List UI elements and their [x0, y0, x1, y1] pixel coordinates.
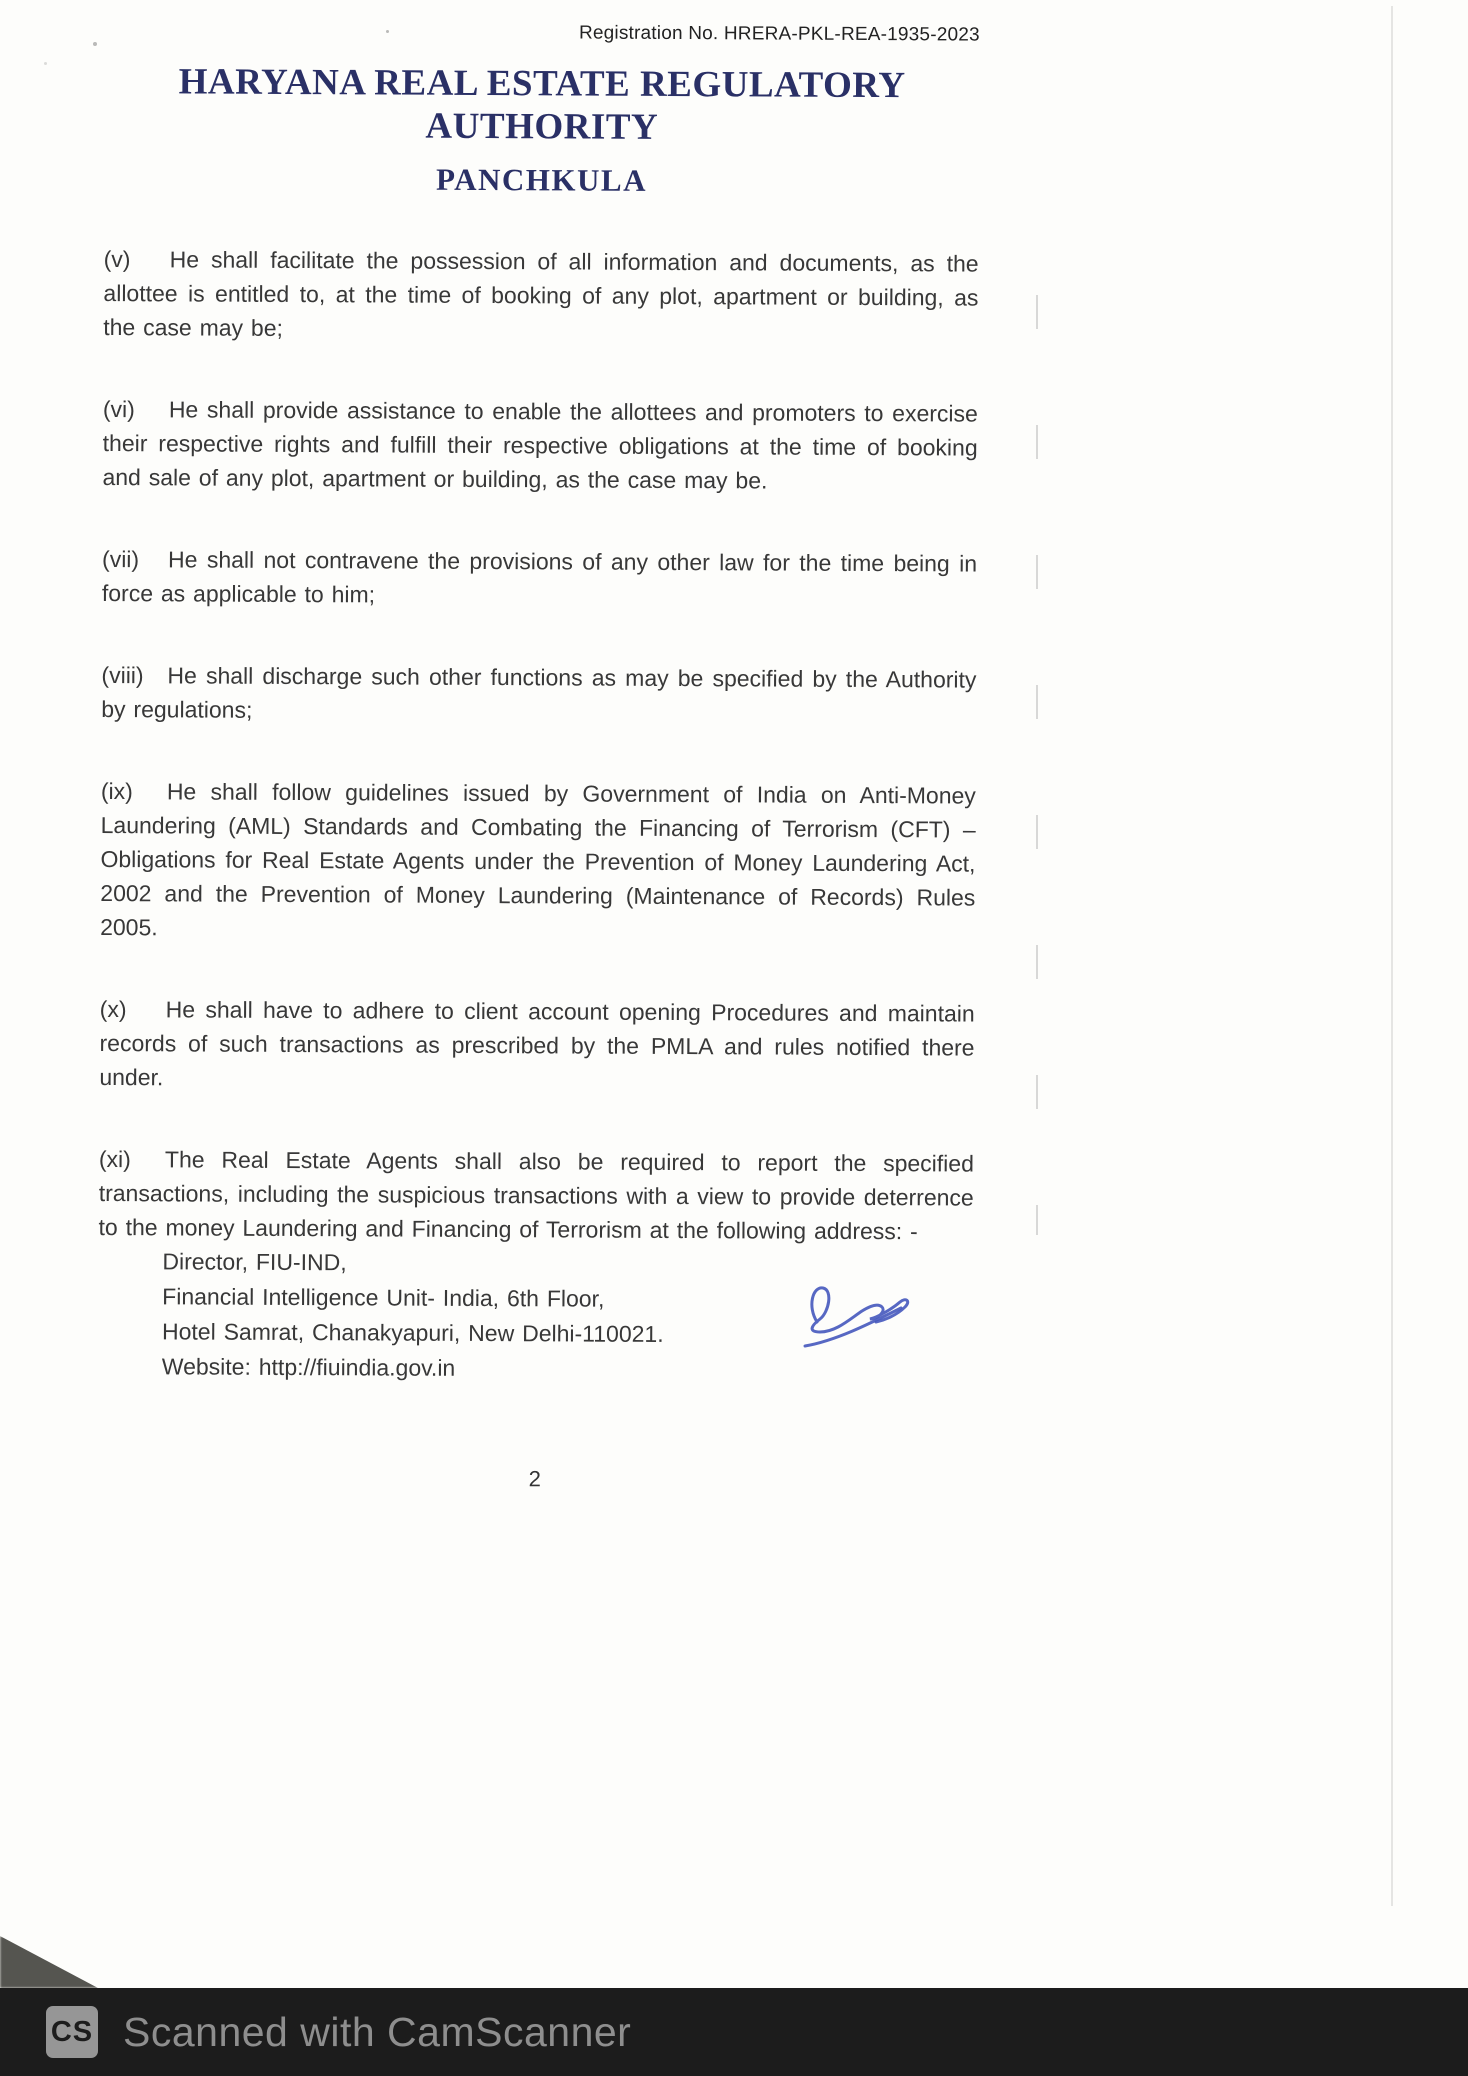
- authority-title: HARYANA REAL ESTATE REGULATORY AUTHORITY: [178, 61, 906, 148]
- clause-xi: [98, 1142, 974, 1249]
- clause-text: He shall have to adhere to client account opening Procedures and maintain records of such transactions as prescribed by the PMLA and rules notified there under.: [99, 996, 975, 1091]
- address-line website-url: Website: http://fiuindia.gov.in: [161, 1353, 456, 1381]
- scan-corner-shadow: [0, 1936, 98, 1988]
- camscanner-footer: [0, 1988, 1468, 2076]
- clause-text: He shall not contravene the provisions of any other law for the time being in force as applicable to him;: [101, 546, 978, 608]
- clause-text: He shall provide assistance to enable the allottees and promoters to exercise their respective rights and fulfill their respective obligations at the time of booking and sale of any plot, apartment or building, as the case may be.: [102, 396, 978, 494]
- clause-v: [103, 242, 979, 349]
- address-line: Hotel Samrat, Chanakyapuri, New Delhi-110021.: [161, 1318, 664, 1347]
- scan-fold-dashed-line: [1036, 295, 1038, 1235]
- registration-number: Registration No. HRERA-PKL-REA-1935-2023: [578, 22, 980, 46]
- clause-text: The Real Estate Agents shall also be required to report the specified transactions, including the suspicious transactions with a view to provide deterrence to the money Laundering and Financing of Terrorism at the following address: -: [98, 1146, 974, 1245]
- clause-number: (xi): [98, 1145, 131, 1173]
- clause-text: He shall follow guidelines issued by Government of India on Anti-Money Laundering (AML) Standards and Combating the Financing of Terrorism (CFT) – Obligations for Real Estate Agents under the Prevention of Money Laundering Act, 2002 and the Prevention of Money Laundering (Maintenance of Records) Rules 2005.: [100, 778, 976, 941]
- scan-speck: [44, 62, 47, 65]
- address-line: Director, FIU-IND,: [162, 1248, 347, 1276]
- document-content: [97, 0, 980, 1499]
- camscanner-logo-text: CS: [50, 2015, 94, 2048]
- clause-ix: [100, 774, 976, 949]
- clause-number: (vi): [102, 395, 135, 423]
- clause-viii: [101, 658, 976, 731]
- clause-vi: [102, 392, 978, 499]
- scan-page-edge-line: [1391, 6, 1393, 1906]
- clause-number: (vii): [102, 545, 140, 573]
- camscanner-watermark-label: Scanned with CamScanner: [123, 2008, 632, 2055]
- clause-number: (ix): [100, 777, 133, 805]
- clause-text: He shall facilitate the possession of all information and documents, as the allottee is entitled to, at the time of booking of any plot, apartment or building, as the case may be;: [103, 246, 979, 341]
- address-line: Financial Intelligence Unit- India, 6th Floor,: [162, 1283, 605, 1312]
- clause-number: (x): [99, 995, 127, 1023]
- clause-number: (v): [103, 245, 131, 273]
- signature-scribble: [795, 1276, 925, 1371]
- clause-vii: [102, 542, 977, 615]
- page-number: 2: [528, 1466, 541, 1492]
- camscanner-logo-icon: [46, 2006, 98, 2058]
- clause-number: (viii): [101, 661, 144, 689]
- authority-location: PANCHKULA: [435, 161, 648, 198]
- scan-speck: [386, 30, 389, 33]
- scan-speck: [93, 42, 97, 46]
- clause-x: [99, 992, 975, 1099]
- clause-text: He shall discharge such other functions as may be specified by the Authority by regulations;: [101, 662, 977, 723]
